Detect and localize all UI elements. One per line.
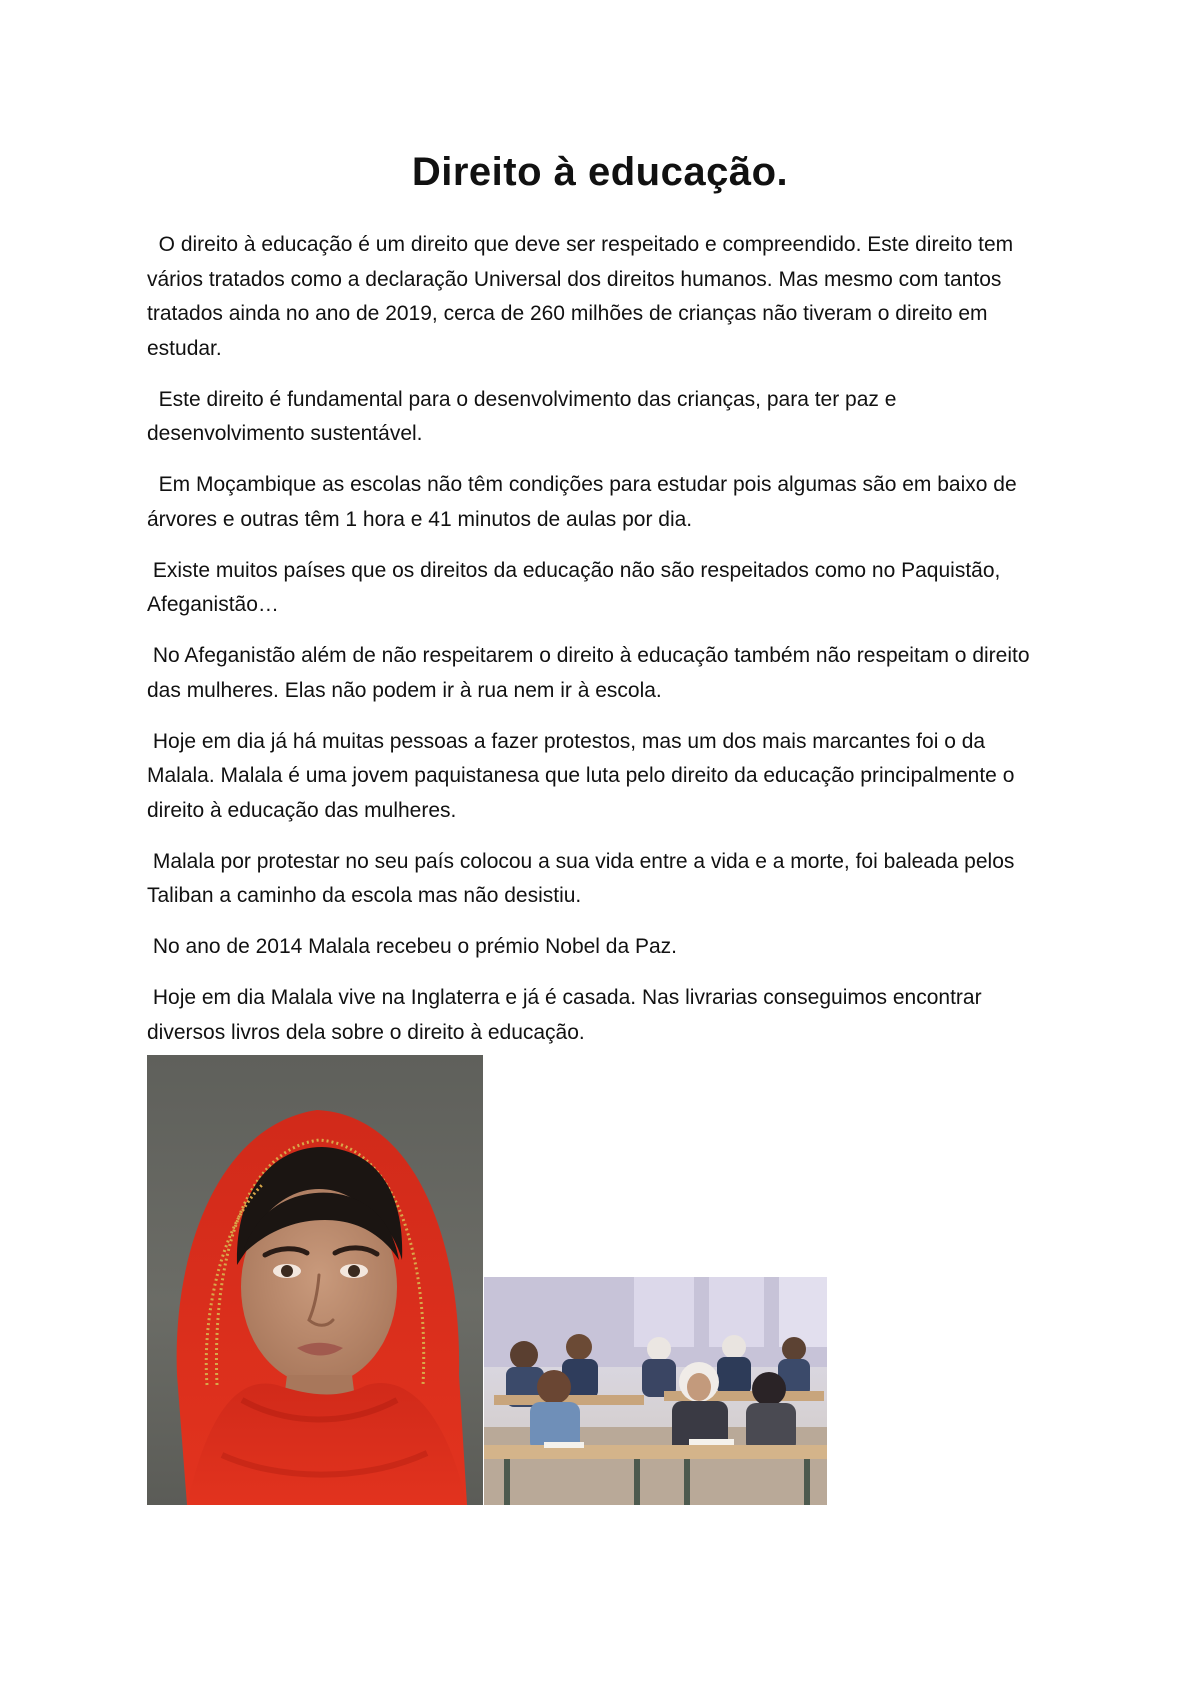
- photo-group: [147, 1055, 827, 1505]
- paragraph-5: No Afeganistão além de não respeitarem o direito à educação também não respeitam o direito das mulheres. Elas não podem ir à rua nem ir à escola.: [147, 644, 1036, 702]
- paragraph-4: Existe muitos países que os direitos da educação não são respeitados como no Paquistão, Afeganistão…: [147, 558, 1006, 616]
- classroom-photo: [484, 1277, 827, 1505]
- paragraph-7: Malala por protestar no seu país colocou a sua vida entre a vida e a morte, foi baleada pelos Taliban a caminho da escola mas não desistiu.: [147, 849, 1020, 907]
- document-body: [147, 228, 1057, 1067]
- paragraph-6: Hoje em dia já há muitas pessoas a fazer protestos, mas um dos mais marcantes foi o da Malala. Malala é uma jovem paquistanesa que luta pelo direito da educação principalmente o direito à educação das mulheres.: [147, 729, 1021, 822]
- paragraph-2: Este direito é fundamental para o desenvolvimento das crianças, para ter paz e desenvolvimento sustentável.: [147, 387, 903, 445]
- document-title: Direito à educação.: [411, 150, 789, 194]
- paragraph-8: No ano de 2014 Malala recebeu o prémio Nobel da Paz.: [147, 935, 678, 958]
- paragraph-1: O direito à educação é um direito que deve ser respeitado e compreendido. Este direito tem vários tratados como a declaração Universal dos direitos humanos. Mas mesmo com tantos tratados ainda no ano de 2019, cerca de 260 milhões de crianças não tiveram o direito em estudar.: [147, 233, 1020, 360]
- classroom-illustration: [484, 1277, 827, 1505]
- portrait-photo: [147, 1055, 483, 1505]
- portrait-illustration: [147, 1055, 483, 1505]
- paragraph-9: Hoje em dia Malala vive na Inglaterra e já é casada. Nas livrarias conseguimos encontrar diversos livros dela sobre o direito à educação.: [147, 986, 988, 1044]
- paragraph-3: Em Moçambique as escolas não têm condições para estudar pois algumas são em baixo de árvores e outras têm 1 hora e 41 minutos de aulas por dia.: [147, 473, 1023, 531]
